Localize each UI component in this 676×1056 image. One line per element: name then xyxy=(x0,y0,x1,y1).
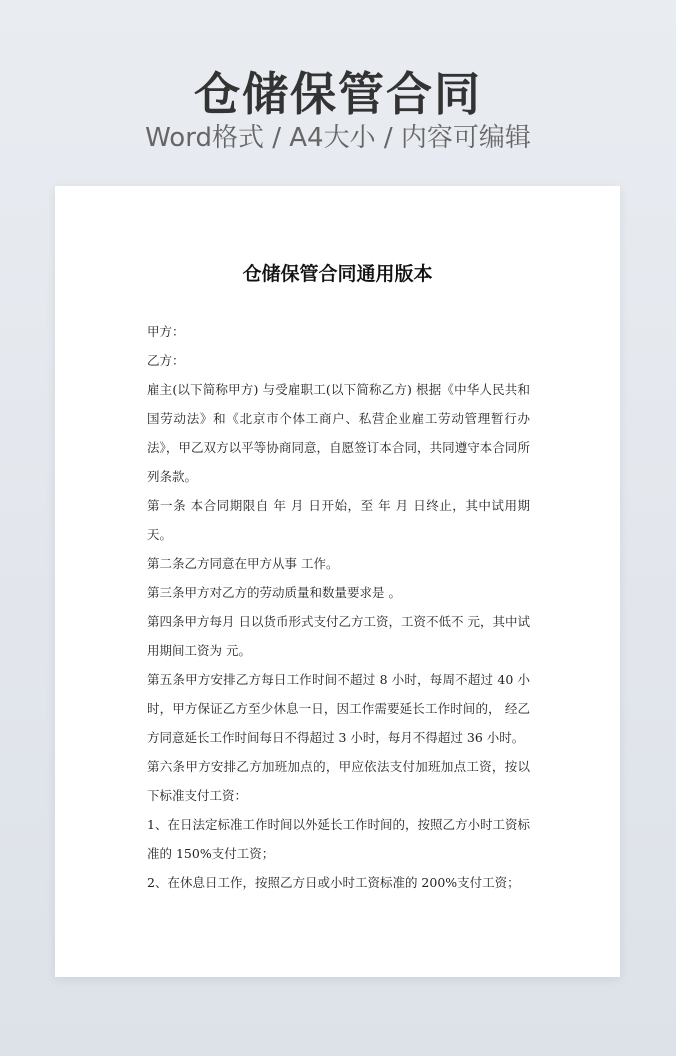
article-4: 第四条甲方每月 日以货币形式支付乙方工资，工资不低不 元，其中试用期间工资为 元。 xyxy=(147,614,530,658)
preamble-paragraph: 雇主(以下简称甲方) 与受雇职工(以下简称乙方) 根据《中华人民共和国劳动法》和《北京市个体工商户、私营企业雇工劳动管理暂行办法》，甲乙双方以平等协商同意，自愿签订本合同，共同遵守本合同所列条款。 xyxy=(147,382,530,484)
party-a-line: 甲方： xyxy=(147,324,185,339)
article-2: 第二条乙方同意在甲方从事 工作。 xyxy=(147,556,339,571)
article-1: 第一条 本合同期限自 年 月 日开始，至 年 月 日终止，其中试用期 天。 xyxy=(147,498,530,542)
document-page xyxy=(55,186,620,977)
overtime-item-2: 2、在休息日工作，按照乙方日或小时工资标准的 200%支付工资； xyxy=(147,875,520,890)
banner-subtitle: Word格式 / A4大小 / 内容可编辑 xyxy=(145,123,531,153)
party-b-line: 乙方： xyxy=(147,353,185,368)
document-title: 仓储保管合同通用版本 xyxy=(242,263,433,285)
overtime-item-1: 1、在日法定标准工作时间以外延长工作时间的，按照乙方小时工资标准的 150%支付工资； xyxy=(147,817,530,861)
article-3: 第三条甲方对乙方的劳动质量和数量要求是 。 xyxy=(147,585,401,600)
article-6: 第六条甲方安排乙方加班加点的，甲应依法支付加班加点工资，按以下标准支付工资： xyxy=(147,759,530,803)
document-body xyxy=(147,317,530,897)
banner-title: 仓储保管合同 xyxy=(194,67,482,121)
article-5: 第五条甲方安排乙方每日工作时间不超过 8 小时，每周不超过 40 小时，甲方保证乙方至少休息一日，因工作需要延长工作时间的， 经乙方同意延长工作时间每日不得超过 3 小时，每月不得超过 36 小时。 xyxy=(147,672,530,745)
